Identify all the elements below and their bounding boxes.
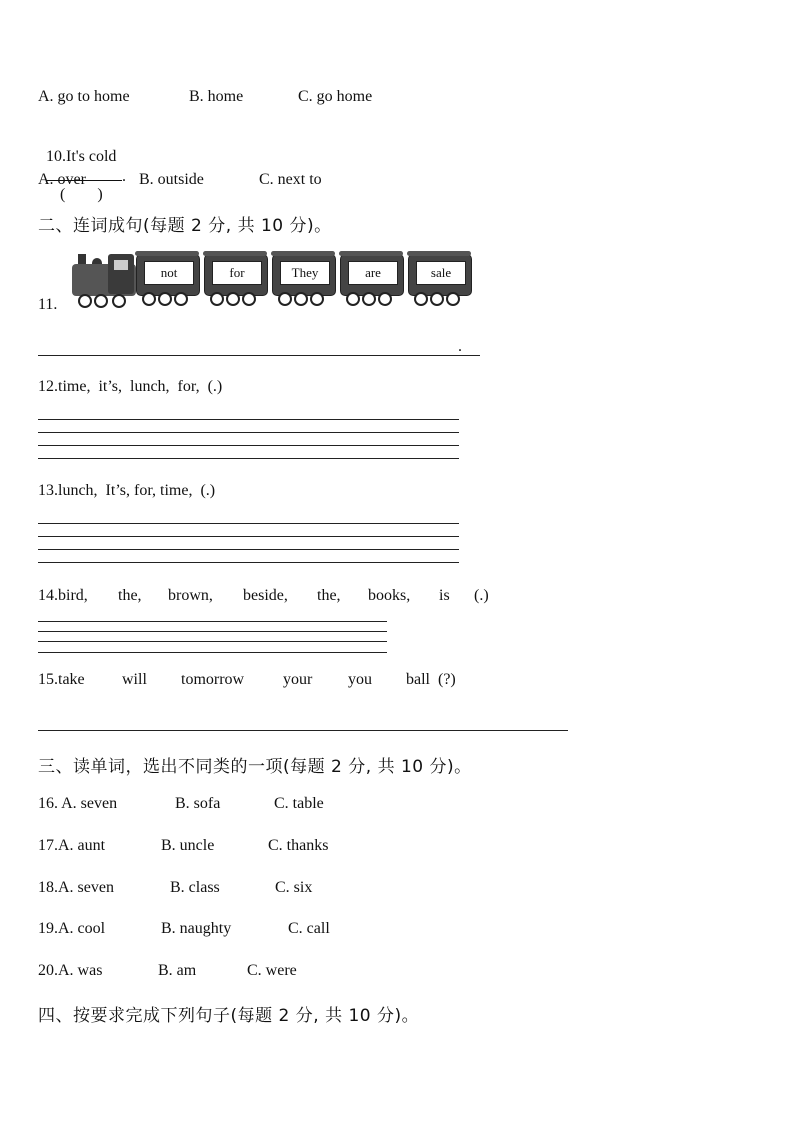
q14-word-1: 14.bird, [38, 587, 88, 604]
q20-option-b: B. am [158, 962, 197, 979]
q14-word-7: is [439, 587, 450, 604]
q15-word-2: will [122, 671, 147, 688]
q12-line-4[interactable] [38, 458, 459, 459]
q9-option-a: A. go to home [38, 88, 130, 105]
train-car-3 [272, 254, 336, 296]
q14-word-6: books, [368, 587, 411, 604]
q10-text: 10.It's cold [46, 148, 117, 165]
q15-answer-line[interactable] [38, 730, 568, 731]
train-car-2 [204, 254, 268, 296]
q15-word-3: tomorrow [181, 671, 245, 688]
q11-number: 11. [38, 296, 58, 313]
q11-period: . [458, 338, 462, 355]
q14-word-2: the, [118, 587, 142, 604]
q13-line-4[interactable] [38, 562, 459, 563]
q10-option-b: B. outside [139, 171, 204, 188]
q15-word-5: you [348, 671, 372, 688]
train-car-5 [408, 254, 472, 296]
q18-option-a: 18.A. seven [38, 879, 114, 896]
q17-option-c: C. thanks [268, 837, 329, 854]
q14-word-8: (.) [474, 587, 489, 604]
q10-option-a: A. over [38, 171, 86, 188]
train-car-4 [340, 254, 404, 296]
q10-option-c: C. next to [259, 171, 322, 188]
q16-option-b: B. sofa [175, 795, 221, 812]
q11-word-train [72, 250, 476, 312]
q12-line-1[interactable] [38, 419, 459, 420]
q16-option-a: 16. A. seven [38, 795, 118, 812]
q13-line-3[interactable] [38, 549, 459, 550]
q18-option-c: C. six [275, 879, 313, 896]
q20-option-a: 20.A. was [38, 962, 103, 979]
q14-line-4[interactable] [38, 652, 387, 653]
q14-word-5: the, [317, 587, 341, 604]
q14-word-3: brown, [168, 587, 213, 604]
q17-option-a: 17.A. aunt [38, 837, 106, 854]
q14-line-1[interactable] [38, 621, 387, 622]
q18-option-b: B. class [170, 879, 220, 896]
q19-option-b: B. naughty [161, 920, 232, 937]
q12-line-2[interactable] [38, 432, 459, 433]
q20-option-c: C. were [247, 962, 297, 979]
q14-word-4: beside, [243, 587, 288, 604]
q9-option-c: C. go home [298, 88, 373, 105]
q19-option-a: 19.A. cool [38, 920, 106, 937]
train-word-4: are [348, 261, 398, 285]
q14-line-2[interactable] [38, 631, 387, 632]
q17-option-b: B. uncle [161, 837, 215, 854]
q15-word-1: 15.take [38, 671, 85, 688]
section-4-title: 四、按要求完成下列句子(每题 2 分, 共 10 分)。 [38, 1006, 420, 1026]
section-3-title: 三、读单词，选出不同类的一项(每题 2 分, 共 10 分)。 [38, 757, 472, 777]
section-2-title: 二、连词成句(每题 2 分, 共 10 分)。 [38, 216, 332, 236]
q10-period: . [122, 168, 126, 185]
q14-line-3[interactable] [38, 641, 387, 642]
q10-answer-paren[interactable]: ( ) [60, 186, 103, 203]
train-word-5: sale [416, 261, 466, 285]
q12-line-3[interactable] [38, 445, 459, 446]
train-word-3: They [280, 261, 330, 285]
q11-answer-line[interactable] [38, 355, 480, 356]
q15-word-6: ball (?) [406, 671, 456, 688]
q13-line-1[interactable] [38, 523, 459, 524]
train-word-1: not [144, 261, 194, 285]
train-word-2: for [212, 261, 262, 285]
q13-line-2[interactable] [38, 536, 459, 537]
q15-word-4: your [283, 671, 313, 688]
train-car-1 [136, 254, 200, 296]
q10-question [38, 130, 126, 204]
q12-prompt: 12.time, it’s, lunch, for, (.) [38, 378, 223, 395]
q9-option-b: B. home [189, 88, 244, 105]
q19-option-c: C. call [288, 920, 330, 937]
q13-prompt: 13.lunch, It’s, for, time, (.) [38, 482, 216, 499]
q16-option-c: C. table [274, 795, 324, 812]
